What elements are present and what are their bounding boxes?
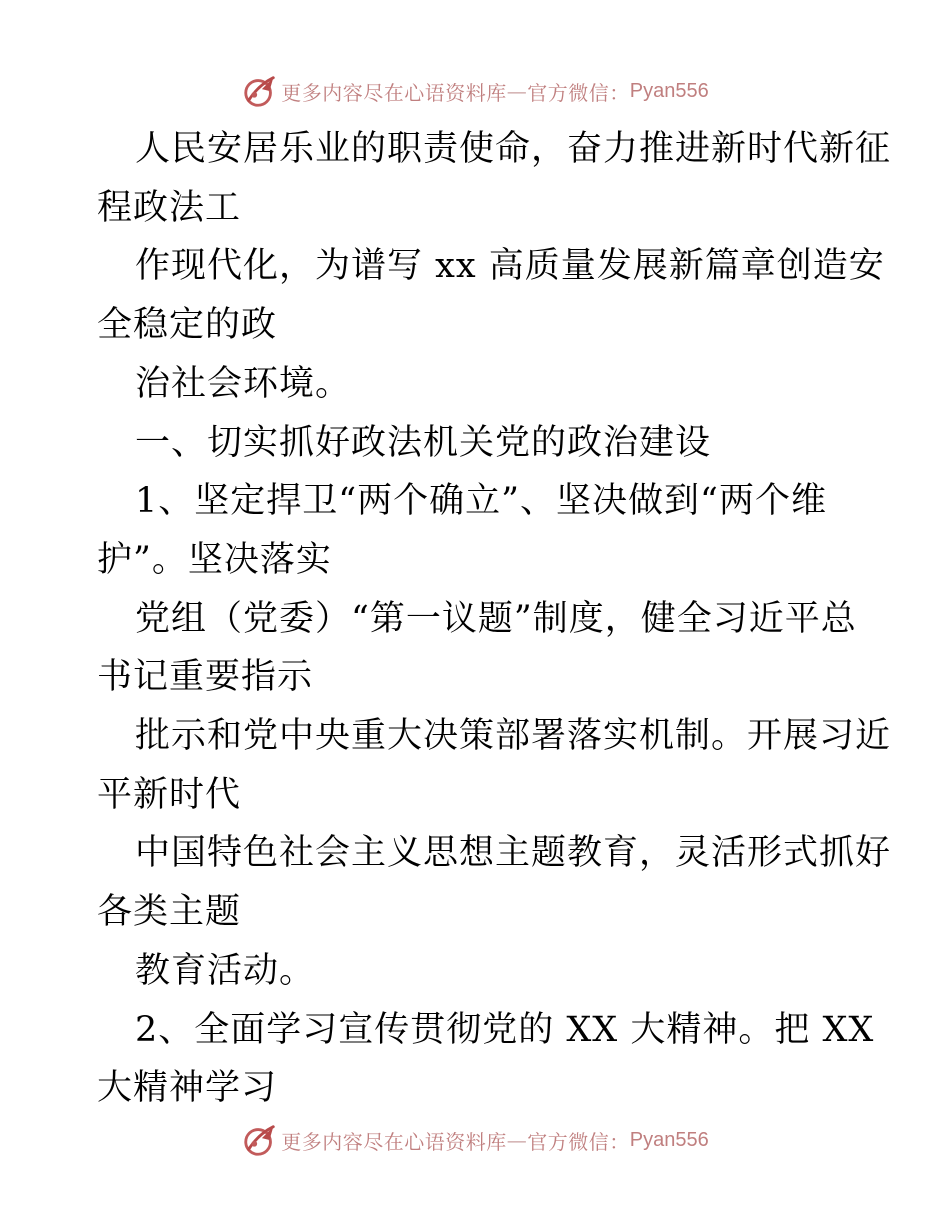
text-line: 程政法工	[97, 187, 242, 228]
watermark-text: 更多内容尽在心语资料库	[281, 80, 507, 105]
text-line: 治社会环境。	[135, 363, 352, 404]
text-line: 2、全面学习宣传贯彻党的 XX 大精神。把 XX	[135, 1009, 875, 1050]
text-line: 大精神学习	[97, 1068, 278, 1109]
watermark-account: Pyan556	[629, 79, 709, 102]
text-line: 各类主题	[97, 892, 242, 933]
text-line: 平新时代	[97, 774, 242, 815]
text-line: 党组（党委）“第一议题”制度，健全习近平总	[135, 598, 857, 639]
watermark-separator: —	[506, 79, 528, 103]
pen-swirl-logo-icon	[241, 1121, 279, 1159]
text-line: 人民安居乐业的职责使命，奋力推进新时代新征	[135, 129, 892, 169]
footer-watermark	[0, 1120, 950, 1160]
text-line: 全稳定的政	[97, 305, 278, 346]
text-line: 1、坚定捍卫“两个确立”、坚决做到“两个维	[135, 481, 827, 522]
text-line: 书记重要指示	[97, 657, 314, 698]
text-line: 护”。坚决落实	[97, 539, 332, 580]
text-line: 中国特色社会主义思想主题教育，灵活形式抓好	[135, 833, 892, 874]
watermark-official-label: 官方微信：	[527, 80, 630, 105]
watermark-text: 更多内容尽在心语资料库	[281, 1129, 507, 1154]
section-heading: 一、切实抓好政法机关党的政治建设	[135, 422, 712, 463]
text-line: 批示和党中央重大决策部署落实机制。开展习近	[135, 716, 892, 757]
watermark-account: Pyan556	[629, 1128, 709, 1151]
pen-swirl-logo-icon	[241, 72, 279, 110]
document-body	[97, 120, 892, 1118]
text-line: 作现代化，为谱写 xx 高质量发展新篇章创造安	[135, 246, 885, 287]
watermark-official-label: 官方微信：	[527, 1129, 630, 1154]
text-line: 教育活动。	[135, 950, 316, 991]
watermark-separator: —	[506, 1128, 528, 1152]
header-watermark	[0, 71, 950, 111]
